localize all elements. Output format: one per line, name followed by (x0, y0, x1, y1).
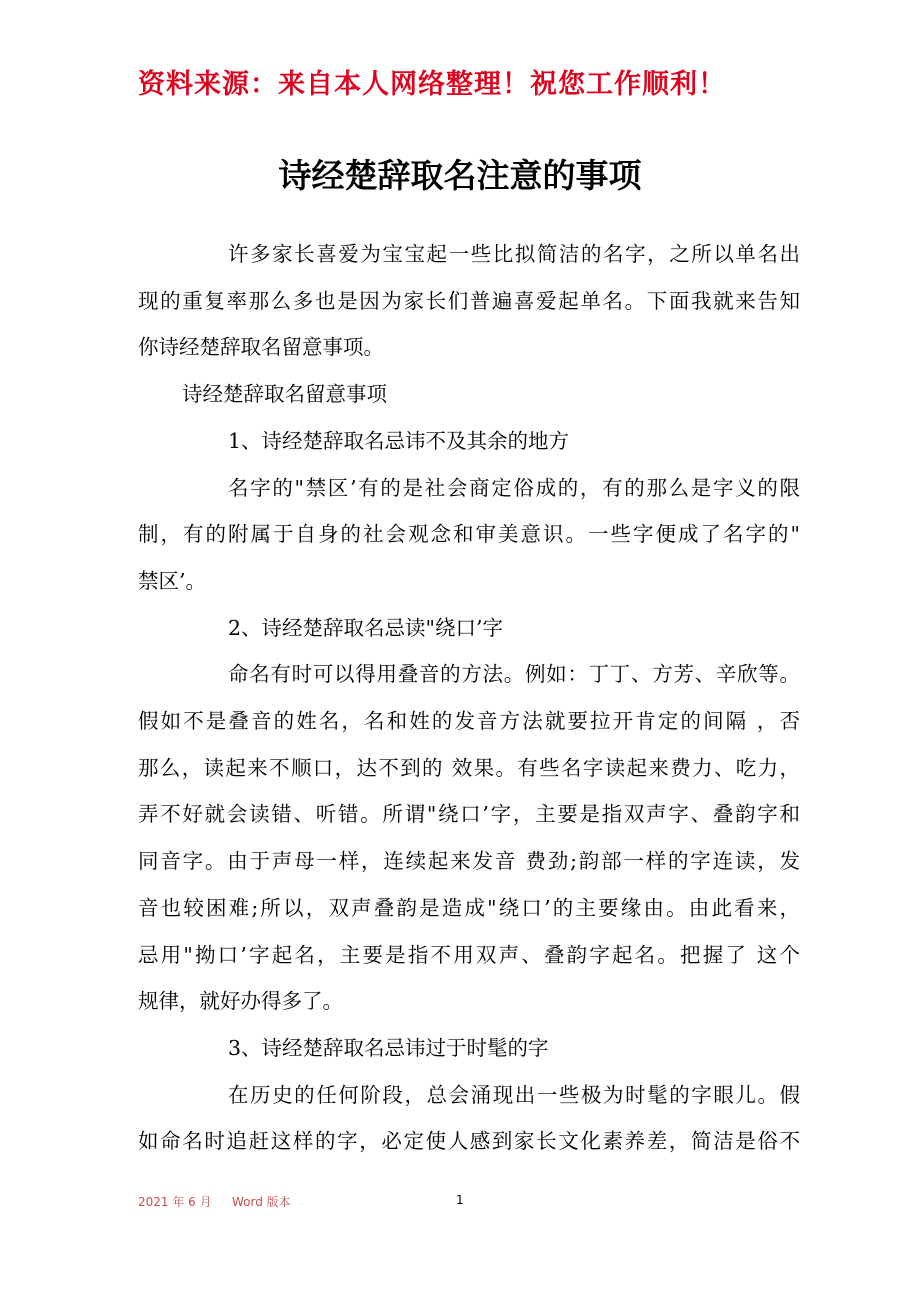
text-line: 制，有的附属于自身的社会观念和审美意识。一些字便成了名字的" (138, 522, 800, 547)
intro-paragraph (138, 231, 800, 371)
text-line: 禁区’。 (138, 568, 207, 593)
text-line: 名字的"禁区’有的是社会商定俗成的，有的那么是字义的限 (228, 475, 800, 500)
section-heading: 诗经楚辞取名留意事项 (182, 382, 387, 407)
page-number: 1 (456, 1193, 464, 1207)
text-line: 许多家长喜爱为宝宝起一些比拟简洁的名字，之所以单名出 (228, 242, 800, 266)
source-banner: 资料来源：来自本人网络整理！祝您工作顺利！ (138, 69, 726, 100)
document-body (138, 231, 800, 1165)
text-line: 在历史的任何阶段，总会涌现出一些极为时髦的字眼儿。假 (228, 1082, 800, 1107)
item2-paragraph (138, 651, 800, 1025)
text-line: 现的重复率那么多也是因为家长们普遍喜爱起单名。下面我就来告知 (138, 288, 800, 313)
item1-heading: 1、诗经楚辞取名忌讳不及其余的地方 (228, 428, 570, 453)
document-title: 诗经楚辞取名注意的事项 (278, 156, 642, 195)
text-line: 音也较困难;所以，双声叠韵是造成"绕口’的主要缘由。由此看来， (138, 895, 800, 920)
item3-heading: 3、诗经楚辞取名忌讳过于时髦的字 (228, 1035, 549, 1060)
text-line: 那么，读起来不顺口，达不到的 效果。有些名字读起来费力、吃力， (138, 755, 800, 780)
text-line: 忌用"拗口’字起名，主要是指不用双声、叠韵字起名。把握了 这个 (138, 942, 800, 967)
text-line: 如命名时追赶这样的字，必定使人感到家长文化素养差，简洁是俗不 (138, 1129, 800, 1154)
footer-date: 2021 年 6 月 (138, 1195, 212, 1209)
item3-paragraph (138, 1072, 800, 1165)
text-line: 同音字。由于声母一样，连续起来发音 费劲;韵部一样的字连读，发 (138, 849, 800, 874)
text-line: 规律，就好办得多了。 (138, 989, 343, 1014)
text-line: 你诗经楚辞取名留意事项。 (138, 335, 384, 360)
text-line: 命名有时可以得用叠音的方法。例如：丁丁、方芳、辛欣等。 (228, 662, 800, 687)
text-line: 弄不好就会读错、听错。所谓"绕口’字，主要是指双声字、叠韵字和 (138, 802, 800, 827)
item2-heading: 2、诗经楚辞取名忌读"绕口’字 (228, 615, 503, 640)
text-line: 假如不是叠音的姓名，名和姓的发音方法就要拉开肯定的间隔 ，否 (138, 709, 800, 734)
footer-version: Word 版本 (232, 1195, 291, 1209)
item1-paragraph (138, 465, 800, 605)
